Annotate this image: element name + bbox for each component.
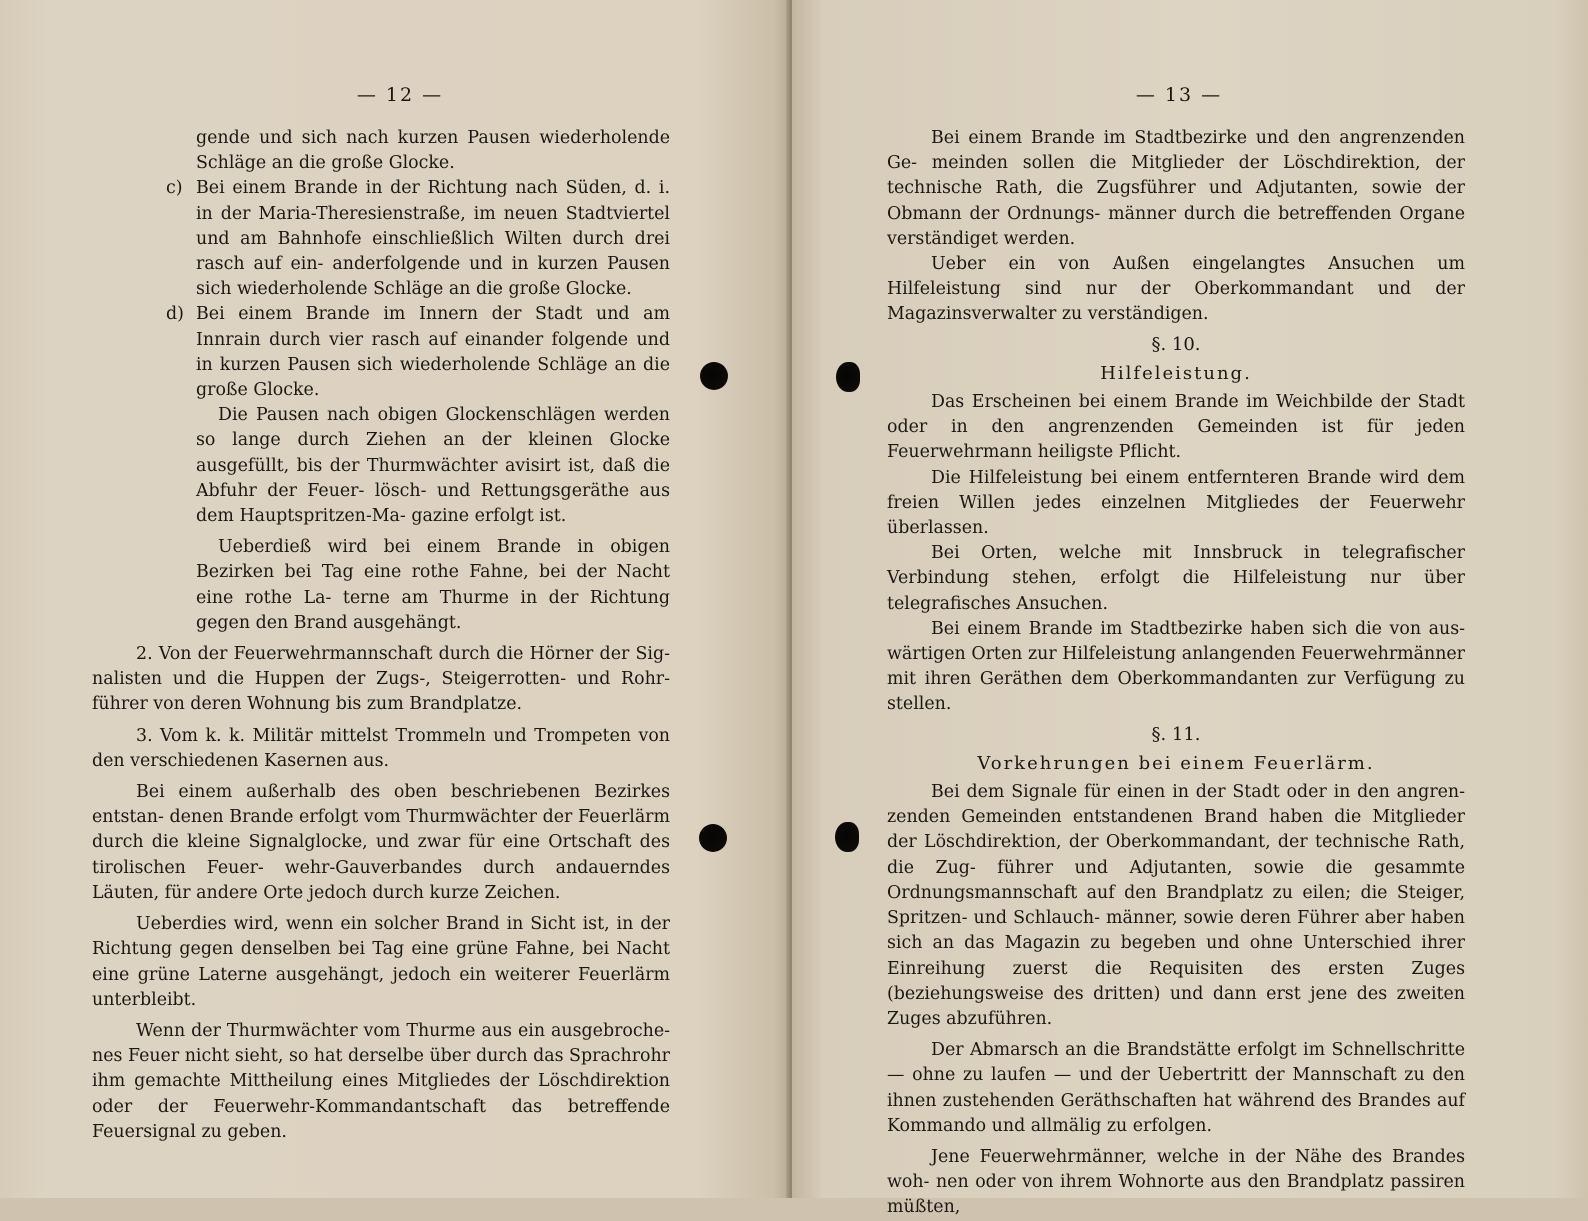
section-title-hilfeleistung: Hilfeleistung.	[1100, 362, 1252, 384]
list-item-c	[92, 176, 670, 302]
punch-hole	[835, 822, 859, 852]
paragraph-continuation: gende und sich nach kurzen Pausen wiederholende Schläge an die große Glocke.	[196, 128, 670, 174]
punch-hole	[700, 362, 728, 390]
paragraph-duty: Das Erscheinen bei einem Brande im Weichbilde der Stadt oder in den angrenzenden Gemeinden ist für jeden Feuerwehrmann heiligste Pflicht.	[887, 392, 1465, 463]
page-number-left: — 12 —	[356, 84, 444, 106]
left-page	[0, 0, 790, 1198]
paragraph-speaking-tube: Wenn der Thurmwächter vom Thurme aus ein ausgebroche- nes Feuer nicht sieht, so hat derselbe über durch das Sprachrohr ihm gemachte Mittheilung eines Mitgliedes der Löschdirektion oder der Feuerwehr-Kommandantschaft das betreffende Feuersignal zu geben.	[92, 1020, 670, 1142]
paragraph-green-flag: Ueberdies wird, wenn ein solcher Brand in Sicht ist, in der Richtung gegen denselben bei Tag eine grüne Fahne, bei Nacht eine grüne Laterne ausgehängt, jedoch ein weiterer Feuerlärm unterbleibt.	[92, 914, 670, 1010]
list-item-label: c)	[166, 178, 183, 199]
paragraph-item-2: 2. Von der Feuerwehrmannschaft durch die Hörner der Sig- nalisten und die Huppen der Zugs-, Steigerrotten- und Rohr- führer von deren Wohnung bis zum Brandplatze.	[92, 644, 670, 715]
paragraph-signal: Bei dem Signale für einen in der Stadt oder in den angren- zenden Gemeinden entstandenen Brand haben die Mitglieder der Löschdirektion, der Oberkommandant, der technische Rath, die Zug- führer und Adjutanten, sowie die gesammte Ordnungsmannschaft auf den Brandplatz zu eilen; die Steiger, Spritzen- und Schlauch- männer, sowie deren Führer aber haben sich an das Magazin zu begeben und ohne Unterschied ihrer Einreihung zuerst die Requisiten des ersten Zuges (beziehungsweise des dritten) und dann erst jene des zweiten Zuges abzuführen.	[887, 782, 1465, 1029]
paragraph-item-3: 3. Vom k. k. Militär mittelst Trommeln und Trompeten von den verschiedenen Kasernen aus.	[92, 725, 670, 771]
left-page-text	[92, 126, 670, 1145]
paragraph-notification: Bei einem Brande im Stadtbezirke und den angrenzenden Ge- meinden sollen die Mitglieder der Löschdirektion, der technische Rath, die Zugsführer und Adjutanten, sowie der Obmann der Ordnungs- männer durch die betreffenden Organe verständiget werden.	[887, 128, 1465, 249]
paragraph-telegraph: Bei Orten, welche mit Innsbruck in telegrafischer Verbindung stehen, erfolgt die Hilfeleistung nur über telegrafisches Ansuchen.	[887, 543, 1465, 614]
paragraph-pauses: Die Pausen nach obigen Glockenschlägen werden so lange durch Ziehen an der kleinen Glocke ausgefüllt, bis der Thurmwächter avisirt ist, daß die Abfuhr der Feuer- lösch- und Rettungsgeräthe aus dem Hauptspritzen-Ma- gazine erfolgt ist.	[196, 405, 670, 527]
paragraph-external-firemen: Bei einem Brande im Stadtbezirke haben sich die von aus- wärtigen Orten zur Hilfeleistung anlangenden Feuerwehrmänner mit ihren Geräthen dem Oberkommandanten zur Verfügung zu stellen.	[887, 618, 1465, 715]
list-item-text: Bei einem Brande im Innern der Stadt und am Innrain durch vier rasch auf einander folgende und in kurzen Pausen sich wiederholende Schläge an die große Glocke.	[196, 304, 670, 401]
list-item-label: d)	[166, 304, 184, 325]
right-page-text	[887, 126, 1465, 1221]
punch-hole	[699, 824, 727, 852]
paragraph-nearby-firemen: Jene Feuerwehrmänner, welche in der Nähe des Brandes woh- nen oder von ihrem Wohnorte aus den Brandplatz passiren müßten,	[887, 1146, 1465, 1218]
punch-hole	[836, 362, 860, 392]
section-number-10: §. 10.	[1151, 333, 1201, 355]
paragraph-external-request: Ueber ein von Außen eingelangtes Ansuchen um Hilfeleistung sind nur der Oberkommandant und der Magazinsverwalter zu verständigen.	[887, 254, 1465, 325]
section-number-11: §. 11.	[1151, 723, 1201, 745]
right-page	[792, 0, 1588, 1218]
list-item-text: Bei einem Brande in der Richtung nach Süden, d. i. in der Maria-Theresienstraße, im neuen Stadtviertel und am Bahnhofe einschließlich Wilten durch drei rasch auf ein- anderfolgende und in kurzen Pausen sich wiederholende Schläge an die große Glocke.	[196, 178, 670, 300]
paragraph-outside-district: Bei einem außerhalb des oben beschriebenen Bezirkes entstan- denen Brande erfolgt vom Thurmwächter der Feuerlärm durch die kleine Signalglocke, und zwar für eine Ortschaft des tirolischen Feuer- wehr-Gauverbandes durch andauerndes Läuten, für andere Orte jedoch durch kurze Zeichen.	[92, 782, 670, 903]
section-title-vorkehrungen: Vorkehrungen bei einem Feuerlärm.	[977, 752, 1375, 774]
paragraph-free-will: Die Hilfeleistung bei einem entfernteren Brande wird dem freien Willen jedes einzelnen Mitgliedes der Feuerwehr überlassen.	[887, 467, 1465, 539]
paragraph-red-flag: Ueberdieß wird bei einem Brande in obigen Bezirken bei Tag eine rothe Fahne, bei der Nacht eine rothe La- terne am Thurme in der Richtung gegen den Brand ausgehängt.	[196, 537, 670, 633]
list-item-d	[92, 302, 670, 403]
page-number-right: — 13 —	[1135, 84, 1223, 106]
paragraph-march: Der Abmarsch an die Brandstätte erfolgt im Schnellschritte — ohne zu laufen — und der Uebertritt der Mannschaft zu den ihnen zustehenden Geräthschaften hat während des Brandes auf Kommando und allmälig zu erfolgen.	[887, 1040, 1465, 1136]
